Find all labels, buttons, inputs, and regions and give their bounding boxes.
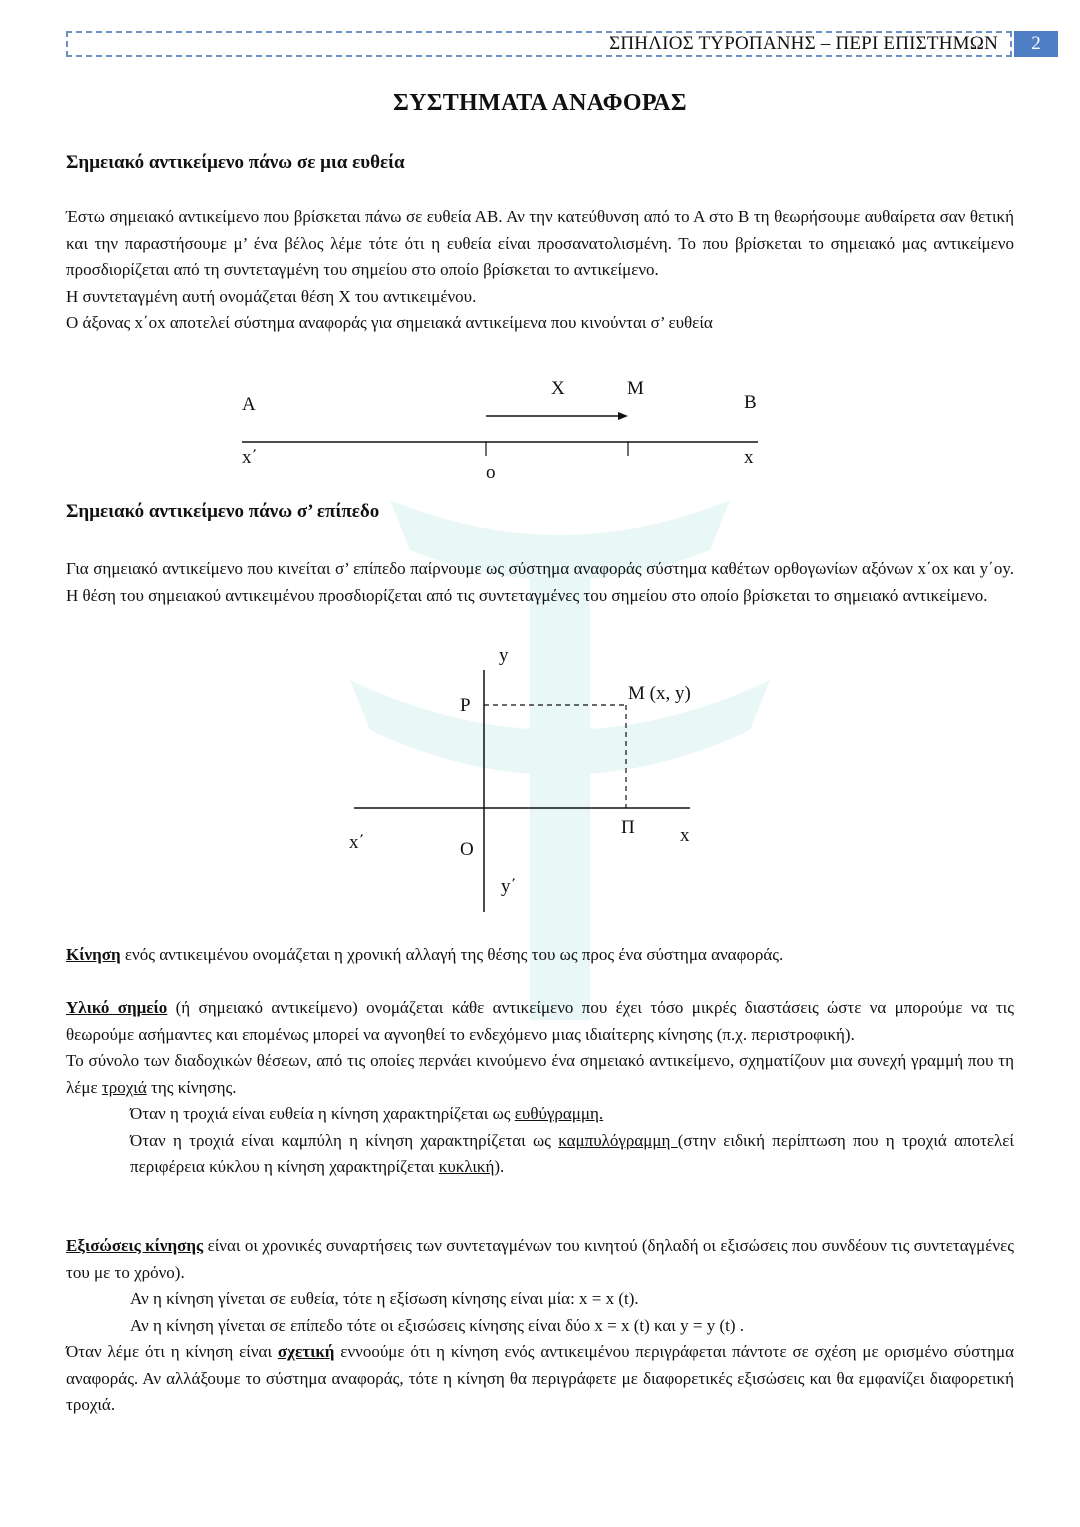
text-yliko: (ή σημειακό αντικείμενο) ονομάζεται κάθε αντικείμενο που έχει τόσο μικρές διαστάσεις ώστε να μπορούμε να τις θεωρούμε ασήμαντες και επομένως μπορεί να αγνοηθεί το ενδεχόμενο μιας ιδιαίτερης κίνησης (π.χ. περιστροφική). <box>66 998 1014 1044</box>
term-troxia: τροχιά <box>101 1077 147 1097</box>
section1-text <box>66 204 1014 337</box>
label-y: y <box>499 645 509 666</box>
text-exisoseis: είναι οι χρονικές συναρτήσεις των συντεταγμένων του κινητού (δηλαδή οι εξισώσεις που συνδέουν τις συντεταγμένες του με το χρόνο). <box>66 1236 1014 1282</box>
label-y-prime: y΄ <box>501 876 517 897</box>
label-m-xy: Μ (x, y) <box>628 683 691 704</box>
text-eythy-pre: Όταν η τροχιά είναι ευθεία η κίνηση χαρακτηρίζεται ως <box>130 1104 515 1123</box>
label-origin: ο <box>486 462 496 483</box>
term-exisoseis: Εξισώσεις κίνησης <box>66 1236 204 1255</box>
definition-yliko <box>66 995 1014 1181</box>
term-kinisi: Κίνηση <box>66 945 121 964</box>
section1-para1: Έστω σημειακό αντικείμενο που βρίσκεται πάνω σε ευθεία ΑΒ. Αν την κατεύθυνση από το Α στο Β τη θεωρήσουμε αυθαίρετα σαν θετική και την παραστήσουμε μ’ ένα βέλος λέμε τότε ότι η ευθεία είναι προσανατολισμένη. Το που βρίσκεται το σημειακό μας αντικείμενο προσδιορίζεται από τη συντεταγμένη του σημείου στο οποίο βρίσκεται το αντικείμενο. <box>66 207 1014 279</box>
plane-axes-diagram <box>0 640 1080 930</box>
text-sxetiki: εννοούμε ότι η κίνηση ενός αντικειμένου περιγράφεται πάντοτε σε σχέση με ορισμένο σύστημα αναφοράς. Αν αλλάξουμε το σύστημα αναφοράς, τότε η κίνηση θα περιγράφετε με διαφορετικές εξισώσεις και θα εμφανίζει διαφορετική τροχιά. <box>66 1342 1014 1414</box>
term-kykliki: κυκλική <box>438 1157 495 1176</box>
arrow-head <box>618 412 628 420</box>
term-eythygrammi: ευθύγραμμη. <box>514 1104 604 1123</box>
label-a: Α <box>242 394 256 415</box>
section1-para3: Ο άξονας x΄οx αποτελεί σύστημα αναφοράς για σημειακά αντικείμενα που κινούνται σ’ ευθεία <box>66 313 713 332</box>
label-plane-x-prime: x΄ <box>349 832 365 853</box>
section1-heading: Σημειακό αντικείμενο πάνω σε μια ευθεία <box>66 152 405 173</box>
term-yliko: Υλικό σημείο <box>66 998 168 1017</box>
running-title: ΣΠΗΛΙΟΣ ΤΥΡΟΠΑΝΗΣ – ΠΕΡΙ ΕΠΙΣΤΗΜΩΝ <box>609 33 998 54</box>
equation-line-1: Αν η κίνηση γίνεται σε ευθεία, τότε η εξίσωση κίνησης είναι μία: x = x (t). <box>130 1289 639 1308</box>
label-p: Ρ <box>460 695 471 716</box>
term-kampylogrammi: καμπυλόγραμμη <box>558 1130 678 1150</box>
line-axis-diagram <box>0 370 1080 490</box>
page-title: ΣΥΣΤΗΜΑΤΑ ΑΝΑΦΟΡΑΣ <box>393 90 687 116</box>
text-troxia-post: της κίνησης. <box>146 1077 237 1097</box>
label-plane-origin: Ο <box>460 839 474 860</box>
section1-para2: Η συντεταγμένη αυτή ονομάζεται θέση Χ του αντικειμένου. <box>66 286 477 306</box>
label-x: x <box>744 447 754 468</box>
section2-text <box>66 556 1014 609</box>
label-b: Β <box>744 392 757 413</box>
label-x-position: Χ <box>551 378 565 399</box>
equation-line-2: Αν η κίνηση γίνεται σε επίπεδο τότε οι εξισώσεις κίνησης είναι δύο x = x (t) και y = y (t) . <box>130 1315 745 1335</box>
text-kampylo-end: ). <box>494 1157 505 1176</box>
text-kinisi: ενός αντικειμένου ονομάζεται η χρονική αλλαγή της θέσης του ως προς ένα σύστημα αναφοράς. <box>120 945 784 964</box>
term-sxetiki: σχετική <box>277 1342 335 1361</box>
definition-kinisi <box>66 942 1014 969</box>
text-kampylo-mid: (στην ειδική περίπτωση που η τροχιά αποτελεί περιφέρεια κύκλου η κίνηση χαρακτηρίζεται <box>130 1130 1015 1176</box>
text-kampylo-pre: Όταν η τροχιά είναι καμπύλη η κίνηση χαρακτηρίζεται ως <box>130 1130 559 1150</box>
page-number: 2 <box>1014 31 1058 57</box>
label-x-prime: x΄ <box>242 447 258 468</box>
section2-para1: Για σημειακό αντικείμενο που κινείται σ’ επίπεδο παίρνουμε ως σύστημα αναφοράς σύστημα καθέτων ορθογωνίων αξόνων x΄οx και y΄οy. Η θέση του σημειακού αντικειμένου προσδιορίζεται από τις συντεταγμένες του σημείου στο οποίο βρίσκεται το σημειακό αντικείμενο. <box>66 559 1014 605</box>
definition-exisoseis <box>66 1233 1014 1419</box>
text-sxetiki-pre: Όταν λέμε ότι η κίνηση είναι <box>66 1342 278 1361</box>
label-plane-x: x <box>680 825 690 846</box>
text-troxia-pre: Το σύνολο των διαδοχικών θέσεων, από τις οποίες περνάει κινούμενο ένα σημειακό αντικείμενο, σχηματίζουν μια συνεχή γραμμή που τη λέμε <box>66 1051 1014 1097</box>
label-m: Μ <box>627 378 644 399</box>
label-pi: Π <box>621 817 635 838</box>
section2-heading: Σημειακό αντικείμενο πάνω σ’ επίπεδο <box>66 501 380 522</box>
